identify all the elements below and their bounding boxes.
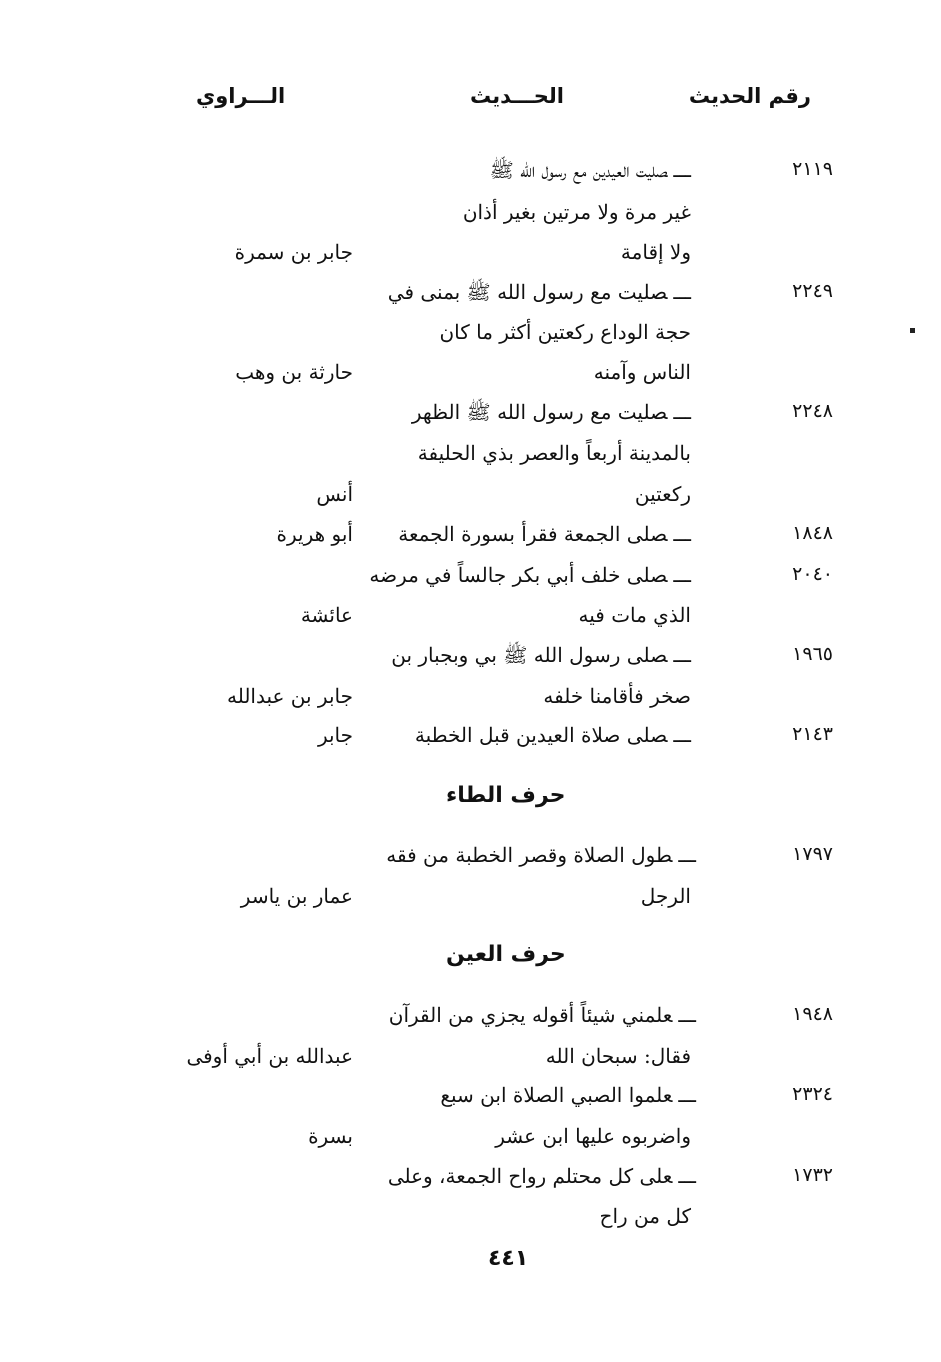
narrator-name: جابر بن عبدالله — [226, 684, 353, 708]
hadith-text-line: ـــصليت مع رسول الله ﷺ الظهر — [411, 400, 691, 424]
hadith-number: ٢٣٢٤ — [792, 1083, 833, 1105]
dash-mark: ـــ — [678, 1164, 696, 1188]
scan-speck — [910, 328, 915, 333]
hadith-text-line: ـــصليت مع رسول الله ﷺ بمنى في — [387, 280, 691, 304]
hadith-text-line: غير مرة ولا مرتين بغير أذان — [462, 200, 691, 224]
dash-mark: ـــ — [673, 400, 691, 424]
section-heading-taa: حرف الطاء — [446, 783, 566, 808]
dash-mark: ـــ — [678, 1083, 696, 1107]
dash-mark: ـــ — [673, 563, 691, 587]
hadith-number: ٢٠٤٠ — [792, 563, 833, 585]
hadith-number: ٢٢٤٩ — [792, 280, 833, 302]
column-header-narrator: الـــراوي — [196, 84, 286, 108]
column-header-hadith: الحـــديث — [470, 84, 564, 108]
hadith-number: ٢٢٤٨ — [792, 400, 833, 422]
hadith-number: ١٧٩٧ — [792, 843, 833, 865]
column-header-number: رقم الحديث — [688, 84, 811, 108]
hadith-number: ٢١٤٣ — [792, 723, 833, 745]
narrator-name: جابر بن سمرة — [234, 240, 353, 264]
section-heading-ayn: حرف العين — [446, 942, 566, 967]
narrator-name: عمار بن ياسر — [240, 884, 353, 908]
hadith-text-line: حجة الوداع ركعتين أكثر ما كان — [439, 320, 691, 344]
hadith-number: ١٩٤٨ — [792, 1003, 833, 1025]
dash-mark: ـــ — [673, 280, 691, 304]
hadith-text-line: ـــصليت العيدين مع رسول الله ﷺ — [489, 158, 691, 182]
hadith-number: ٢١١٩ — [792, 158, 833, 180]
hadith-text-line: واضربوه عليها ابن عشر — [495, 1124, 691, 1148]
page-number: ٤٤١ — [488, 1246, 529, 1271]
hadith-text-line: ـــعلى كل محتلم رواح الجمعة، وعلى — [387, 1164, 696, 1188]
hadith-number: ١٩٦٥ — [792, 643, 833, 665]
hadith-text-line: كل من راح — [599, 1204, 691, 1228]
hadith-text-line: فقال: سبحان الله — [545, 1044, 691, 1068]
hadith-text-line: ـــعلموا الصبي الصلاة ابن سبع — [440, 1083, 696, 1107]
hadith-text-line: بالمدينة أربعاً والعصر بذي الحليفة — [417, 441, 691, 465]
narrator-name: بسرة — [308, 1124, 353, 1148]
dash-mark: ـــ — [673, 723, 691, 747]
narrator-name: عائشة — [300, 603, 353, 627]
dash-mark: ـــ — [673, 643, 691, 667]
dash-mark: ـــ — [673, 522, 691, 546]
dash-mark: ـــ — [678, 1003, 696, 1027]
hadith-text-line: ركعتين — [634, 482, 691, 506]
hadith-text-line: ـــصلى رسول الله ﷺ بي وبجبار بن — [391, 643, 691, 667]
hadith-text-line: ـــصلى الجمعة فقرأ بسورة الجمعة — [398, 522, 691, 546]
narrator-name: أبو هريرة — [276, 522, 353, 546]
hadith-text-line: الذي مات فيه — [578, 603, 691, 627]
hadith-text-line: ولا إقامة — [620, 240, 691, 264]
narrator-name: جابر — [317, 723, 353, 747]
narrator-name: أنس — [316, 482, 353, 506]
dash-mark: ـــ — [678, 843, 696, 867]
narrator-name: عبدالله بن أبي أوفى — [186, 1044, 353, 1068]
narrator-name: حارثة بن وهب — [235, 360, 353, 384]
hadith-text-line: الناس وآمنه — [593, 360, 691, 384]
hadith-text-line: ـــعلمني شيئاً أقوله يجزي من القرآن — [388, 1003, 696, 1027]
hadith-text-line: ـــصلى خلف أبي بكر جالساً في مرضه — [369, 563, 691, 587]
dash-mark: ـــ — [673, 158, 691, 182]
hadith-number: ١٨٤٨ — [792, 522, 833, 544]
hadith-text-line: ـــصلى صلاة العيدين قبل الخطبة — [414, 723, 691, 747]
hadith-number: ١٧٣٢ — [792, 1164, 833, 1186]
hadith-text-line: ـــطول الصلاة وقصر الخطبة من فقه — [386, 843, 696, 867]
hadith-text-line: صخر فأقامنا خلفه — [543, 684, 691, 708]
hadith-text-line: الرجل — [640, 884, 691, 908]
